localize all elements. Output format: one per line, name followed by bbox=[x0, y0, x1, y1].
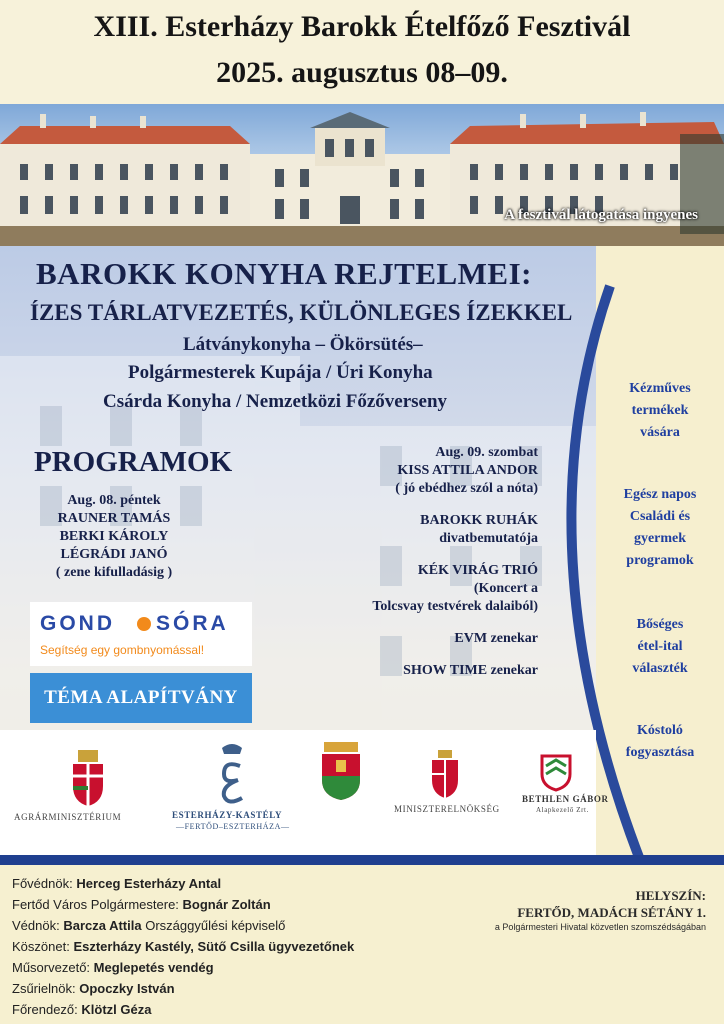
side-line: Egész napos bbox=[623, 487, 697, 502]
side-line: Kóstoló bbox=[637, 723, 683, 738]
subline-2: Polgármesterek Kupája / Úri Konyha bbox=[128, 362, 433, 383]
header bbox=[0, 0, 724, 104]
program-day2 bbox=[320, 444, 538, 680]
footer bbox=[0, 865, 724, 1024]
performer-note: ( zene kifulladásig ) bbox=[55, 565, 173, 580]
orange-dot-icon bbox=[137, 617, 151, 631]
fertod-crest-icon bbox=[320, 740, 362, 802]
performer: SHOW TIME zenekar bbox=[403, 663, 538, 678]
gondosora-tagline: Segítség egy gombnyomással! bbox=[40, 643, 205, 657]
credit-line: Védnök: Barcza Attila Országgyűlési képviselő bbox=[12, 918, 286, 933]
side-line: vására bbox=[640, 425, 680, 440]
credit-line: Fővédnök: Herceg Esterházy Antal bbox=[12, 876, 222, 891]
event-note: divatbemutatója bbox=[439, 531, 538, 546]
subline-3: Csárda Konyha / Nemzetközi Főzőverseny bbox=[103, 391, 448, 412]
day2-date: Aug. 09. szombat bbox=[435, 445, 538, 460]
performer: KÉK VIRÁG TRIÓ bbox=[417, 563, 538, 578]
programs-title: PROGRAMOK bbox=[34, 446, 233, 478]
performer: KISS ATTILA ANDOR bbox=[397, 463, 538, 478]
day1-date: Aug. 08. péntek bbox=[67, 493, 161, 508]
ministry-crest-icon bbox=[430, 750, 460, 800]
side-item-food bbox=[600, 614, 720, 680]
headline-tasty-tour: ÍZES TÁRLATVEZETÉS, KÜLÖNLEGES ÍZEKKEL bbox=[30, 300, 573, 325]
credit-line: Műsorvezető: Meglepetés vendég bbox=[12, 960, 214, 975]
esterhazy-subcaption: —FERTŐD–ESZTERHÁZA— bbox=[176, 822, 290, 831]
gondosora-logo bbox=[30, 602, 252, 666]
side-item-tasting bbox=[600, 720, 720, 764]
credit-line: Köszönet: Eszterházy Kastély, Sütő Csilla ügyvezetőnek bbox=[12, 939, 355, 954]
event: BAROKK RUHÁK bbox=[420, 513, 538, 528]
gondosora-name-right: SÓRA bbox=[156, 612, 229, 635]
side-line: választék bbox=[632, 661, 688, 676]
ministry-caption: MINISZTERELNÖKSÉG bbox=[394, 804, 500, 814]
side-line: gyermek bbox=[633, 531, 687, 546]
tema-foundation-logo: TÉMA ALAPÍTVÁNY bbox=[30, 673, 252, 723]
performer: LÉGRÁDI JANÓ bbox=[60, 547, 168, 562]
performer: RAUNER TAMÁS bbox=[57, 511, 171, 526]
festival-title: XIII. Esterházy Barokk Ételfőző Fesztivál bbox=[93, 10, 631, 43]
agrar-caption: AGRÁRMINISZTÉRIUM bbox=[14, 812, 122, 822]
side-line: étel-ital bbox=[637, 639, 683, 654]
free-entry-note: A fesztivál látogatása ingyenes bbox=[504, 207, 698, 223]
side-item-family bbox=[600, 484, 720, 572]
performer: BERKI KÁROLY bbox=[59, 529, 169, 544]
palace-photo bbox=[0, 104, 724, 246]
hungarian-crest-icon bbox=[68, 748, 108, 808]
headline-mysteries: BAROKK KONYHA REJTELMEI: bbox=[36, 256, 532, 291]
performer-note: ( jó ebédhez szól a nóta) bbox=[395, 481, 538, 496]
side-line: Családi és bbox=[629, 509, 691, 524]
performer-note: Tolcsvay testvérek dalaiból) bbox=[372, 599, 538, 614]
palace-illustration bbox=[0, 104, 724, 246]
esterhazy-caption: ESTERHÁZY-KASTÉLY bbox=[172, 810, 283, 820]
performer-note: (Koncert a bbox=[473, 581, 538, 596]
sponsor-logos bbox=[0, 730, 609, 856]
credit-line: Fertőd Város Polgármestere: Bognár Zoltán bbox=[12, 897, 271, 912]
gondosora-name-left: GOND bbox=[40, 612, 115, 635]
location-label: HELYSZÍN: bbox=[635, 888, 706, 903]
side-line: programok bbox=[626, 553, 694, 568]
bethlen-caption: BETHLEN GÁBOR bbox=[522, 794, 609, 804]
subline-1: Látványkonyha – Ökörsütés– bbox=[183, 334, 423, 355]
performer: EVM zenekar bbox=[454, 631, 538, 646]
side-line: fogyasztása bbox=[625, 745, 695, 760]
side-line: Bőséges bbox=[636, 617, 684, 632]
credit-line: Zsűrielnök: Opoczky István bbox=[12, 981, 175, 996]
festival-dates: 2025. augusztus 08–09. bbox=[216, 56, 508, 89]
divider-bar bbox=[0, 855, 724, 865]
program-day1 bbox=[34, 492, 194, 582]
esterhazy-monogram-icon bbox=[212, 742, 252, 808]
side-line: termékek bbox=[631, 403, 689, 418]
location-address: FERTŐD, MADÁCH SÉTÁNY 1. bbox=[517, 905, 706, 920]
bethlen-logo-icon bbox=[538, 748, 574, 792]
side-item-crafts bbox=[600, 378, 720, 444]
location-note: a Polgármesteri Hivatal közvetlen szomszédságában bbox=[494, 922, 706, 932]
side-line: Kézműves bbox=[629, 381, 691, 396]
credit-line: Főrendező: Klötzl Géza bbox=[12, 1002, 152, 1017]
bethlen-subcaption: Alapkezelő Zrt. bbox=[536, 806, 589, 814]
